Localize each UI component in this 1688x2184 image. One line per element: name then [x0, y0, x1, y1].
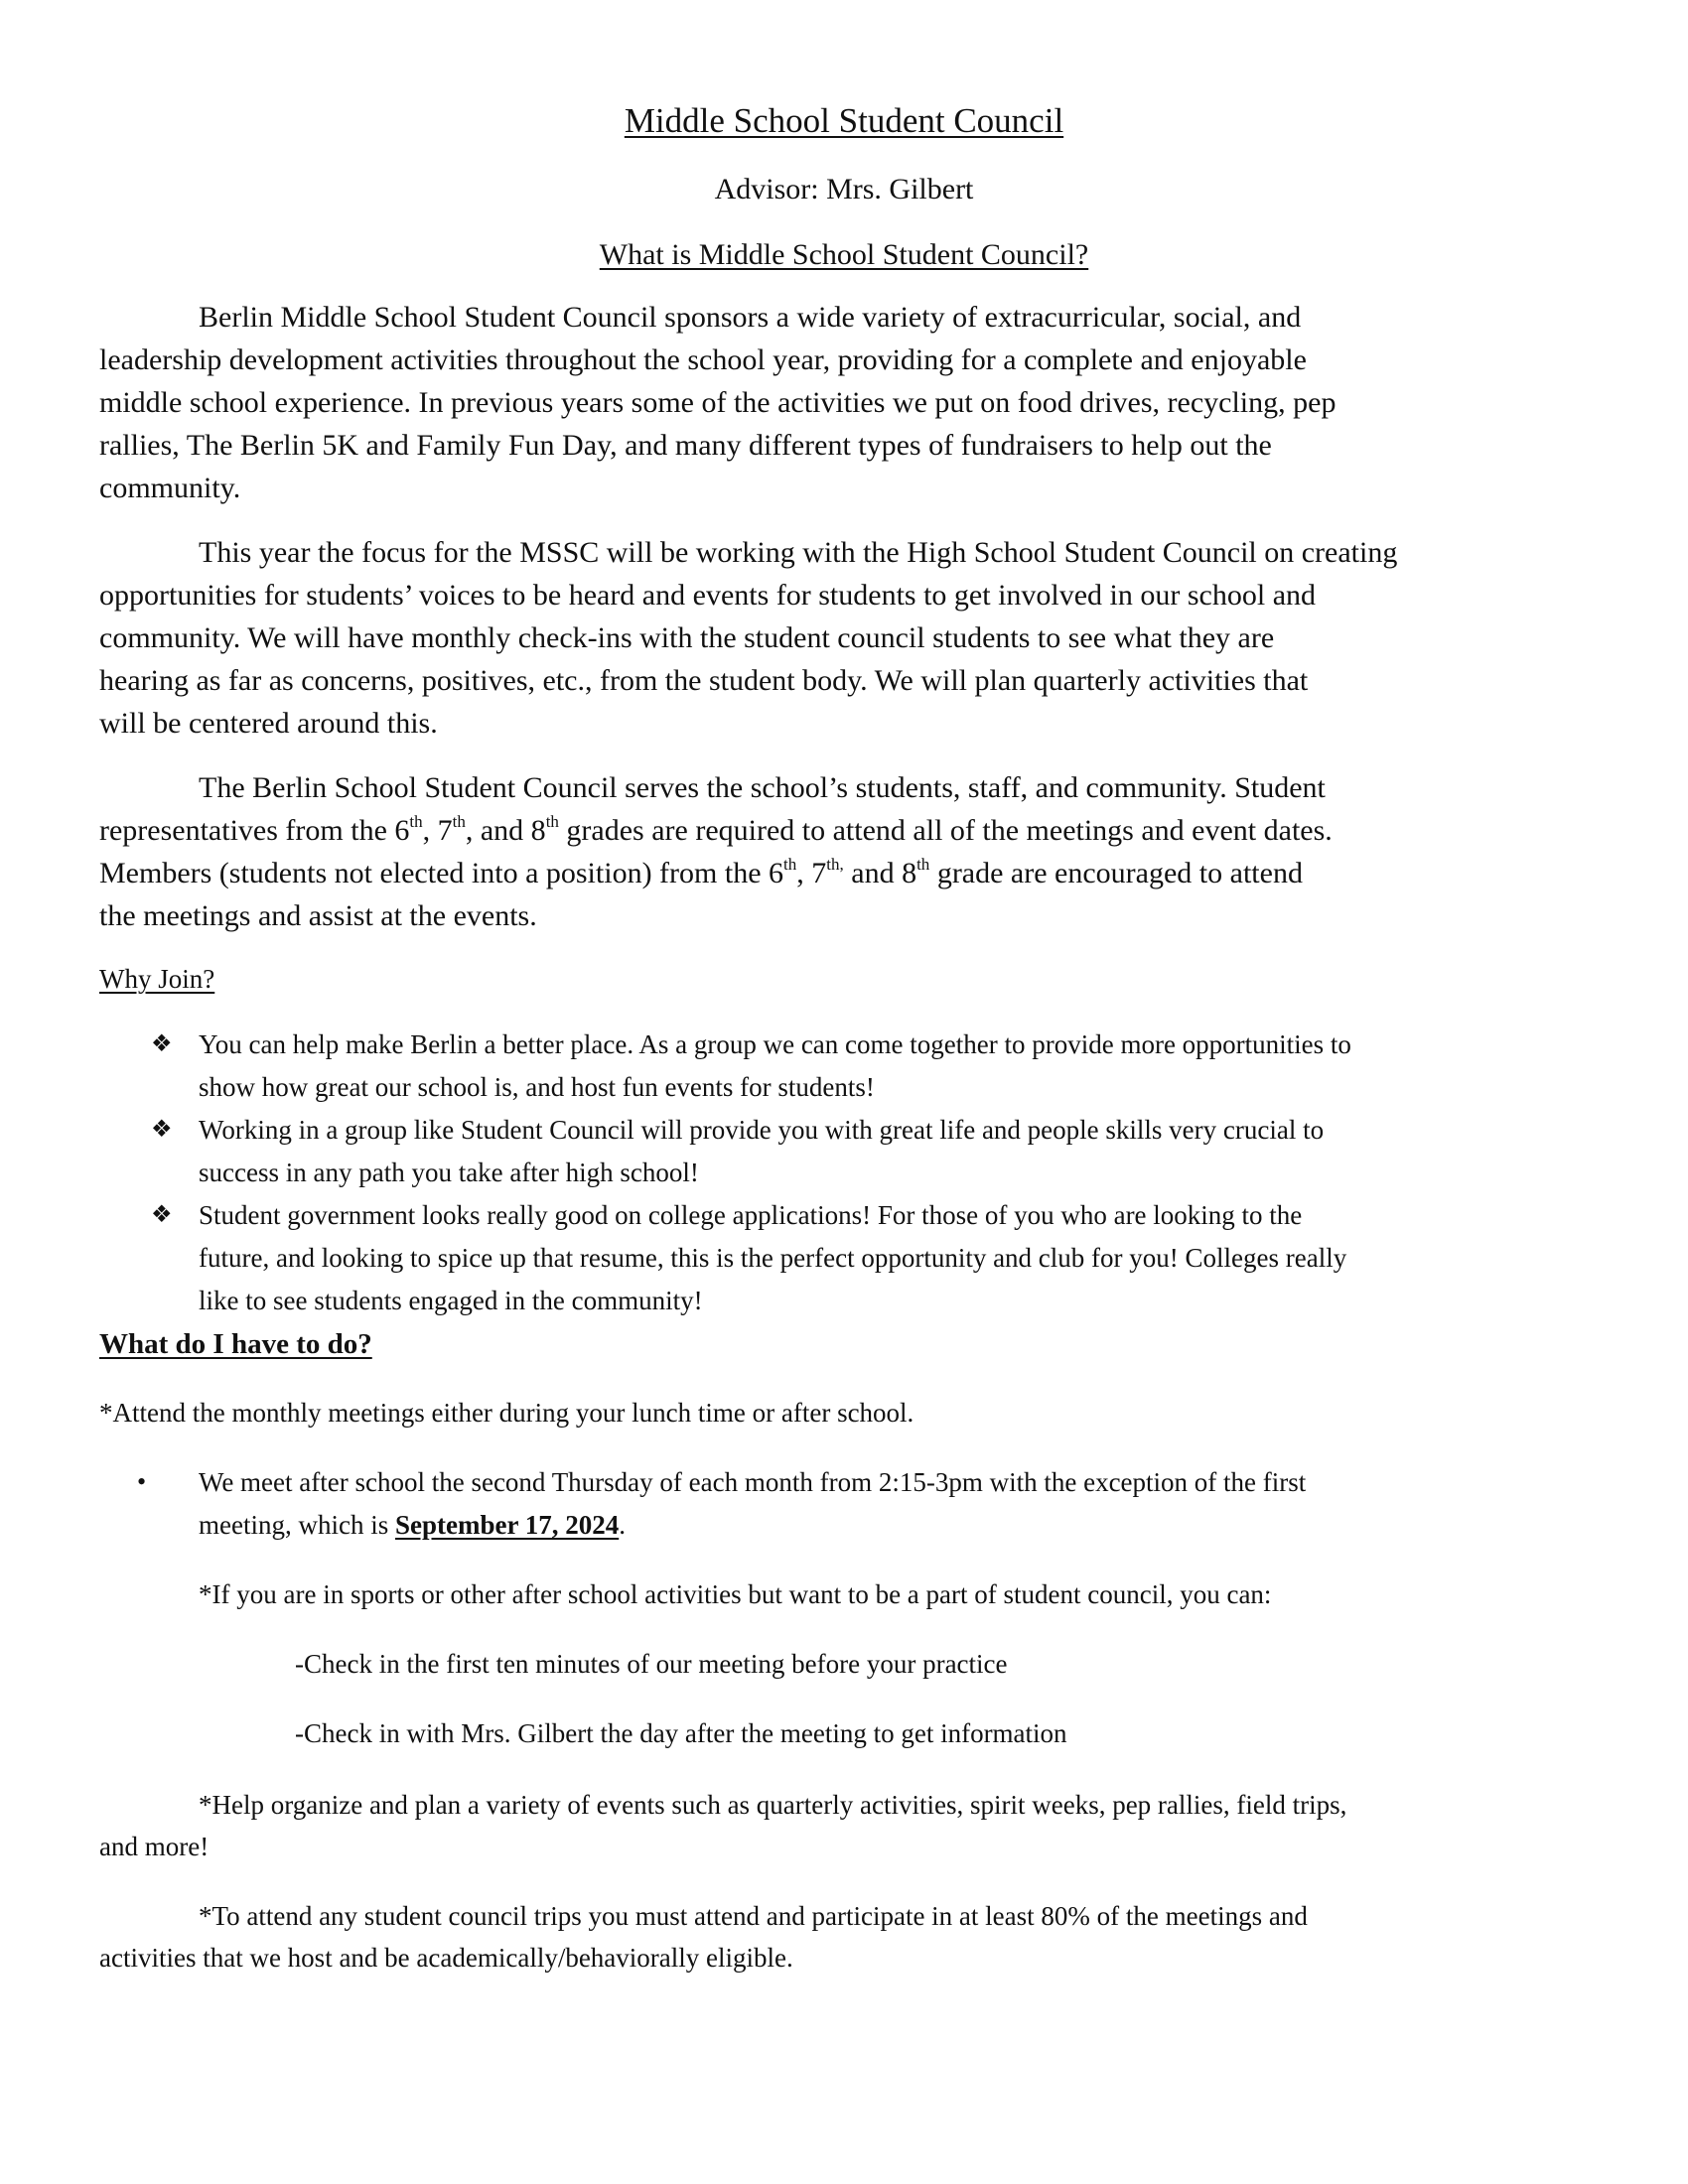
sports-note: *If you are in sports or other after school activities but want to be a part of student council, you can: [199, 1579, 1272, 1609]
meeting-schedule-line: We meet after school the second Thursday of each month from 2:15-3pm with the exception of the first [199, 1467, 1307, 1497]
text: representatives from the 6 [99, 814, 410, 847]
page-title: Middle School Student Council [624, 101, 1064, 140]
section-heading-what-is: What is Middle School Student Council? [599, 238, 1089, 271]
paragraph-line: will be centered around this. [99, 707, 438, 740]
diamond-bullet-icon: ❖ [151, 1031, 173, 1057]
ordinal-suffix: th [409, 812, 423, 831]
paragraph-line: opportunities for students’ voices to be heard and events for students to get involved in our school and [99, 579, 1317, 612]
paragraph-line: rallies, The Berlin 5K and Family Fun Day, and many different types of fundraisers to help out the [99, 429, 1272, 462]
list-item-line: success in any path you take after high school! [199, 1158, 699, 1187]
ordinal-suffix: th [452, 812, 466, 831]
paragraph-line: middle school experience. In previous years some of the activities we put on food drives, recycling, pep [99, 386, 1336, 419]
paragraph-line [99, 811, 1333, 851]
ordinal-suffix: th, [826, 855, 844, 874]
bullet-icon: • [137, 1467, 147, 1496]
ordinal-suffix: th [783, 855, 797, 874]
paragraph-line: leadership development activities throughout the school year, providing for a complete and enjoyable [99, 343, 1307, 376]
text: , 7 [796, 857, 827, 889]
paragraph-line: community. We will have monthly check-ins with the student council students to see what they are [99, 621, 1275, 654]
help-organize-line: and more! [99, 1832, 210, 1861]
text: grade are encouraged to attend [929, 857, 1303, 889]
list-item-line: future, and looking to spice up that resume, this is the perfect opportunity and club for you! Colleges really [199, 1243, 1347, 1273]
text: meeting, which is [199, 1510, 395, 1540]
attend-meetings-text: *Attend the monthly meetings either during your lunch time or after school. [99, 1398, 914, 1428]
section-heading-requirements: What do I have to do? [99, 1328, 372, 1360]
advisor-line: Advisor: Mrs. Gilbert [714, 173, 974, 205]
list-item-line: Student government looks really good on college applications! For those of you who are looking to the [199, 1200, 1303, 1230]
text: , and 8 [465, 814, 546, 847]
section-heading-why-join: Why Join? [99, 964, 215, 994]
meeting-schedule-line [199, 1505, 626, 1545]
paragraph-line: Berlin Middle School Student Council sponsors a wide variety of extracurricular, social, and [199, 301, 1302, 334]
paragraph-line: The Berlin School Student Council serves the school’s students, staff, and community. Student [199, 771, 1326, 804]
trips-requirement-line: activities that we host and be academically/behaviorally eligible. [99, 1943, 793, 1973]
list-item-line: show how great our school is, and host fun events for students! [199, 1072, 875, 1102]
ordinal-suffix: th [916, 855, 930, 874]
help-organize-line: *Help organize and plan a variety of events such as quarterly activities, spirit weeks, pep rallies, field trips, [199, 1790, 1347, 1820]
paragraph-line: This year the focus for the MSSC will be working with the High School Student Council on creating [199, 536, 1398, 569]
list-item-line: You can help make Berlin a better place. As a group we can come together to provide more opportunities to [199, 1029, 1351, 1059]
paragraph-line [99, 854, 1303, 893]
diamond-bullet-icon: ❖ [151, 1202, 173, 1228]
list-item-line: Working in a group like Student Council will provide you with great life and people skills very crucial to [199, 1115, 1325, 1145]
list-item-line: like to see students engaged in the community! [199, 1286, 703, 1315]
ordinal-suffix: th [545, 812, 559, 831]
trips-requirement-line: *To attend any student council trips you must attend and participate in at least 80% of the meetings and [199, 1901, 1308, 1931]
text: grades are required to attend all of the meetings and event dates. [558, 814, 1333, 847]
text: Members (students not elected into a position) from the 6 [99, 857, 784, 889]
option-item: -Check in the first ten minutes of our meeting before your practice [295, 1649, 1008, 1679]
paragraph-line: the meetings and assist at the events. [99, 899, 537, 932]
first-meeting-date: September 17, 2024 [394, 1510, 620, 1540]
text: , 7 [422, 814, 453, 847]
option-item: -Check in with Mrs. Gilbert the day after the meeting to get information [295, 1718, 1067, 1748]
text: . [619, 1510, 626, 1540]
paragraph-line: community. [99, 472, 241, 504]
paragraph-line: hearing as far as concerns, positives, etc., from the student body. We will plan quarterly activities that [99, 664, 1309, 697]
text: and 8 [843, 857, 917, 889]
diamond-bullet-icon: ❖ [151, 1117, 173, 1143]
